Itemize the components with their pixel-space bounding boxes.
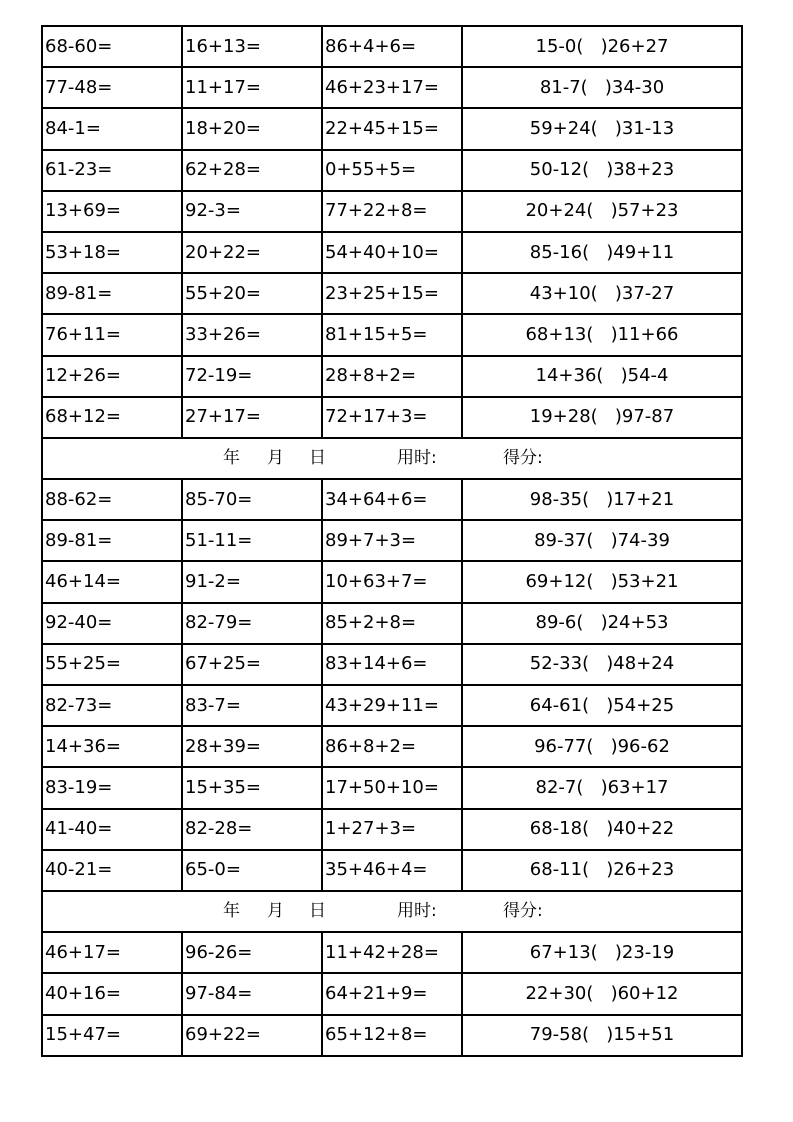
answer-blank[interactable] [589,159,606,180]
answer-blank[interactable] [583,777,600,798]
problem-cell: 15+47= [42,1015,182,1056]
problem-cell: 88-62= [42,479,182,520]
comparison-cell [462,67,742,108]
comparison-cell [462,232,742,273]
problem-cell: 11+17= [182,67,322,108]
answer-blank[interactable] [589,242,606,263]
problem-cell: 83+14+6= [322,644,462,685]
comparison-right: )96-62 [610,735,670,757]
comparison-left: 68+13( [525,323,594,345]
problem-cell: 89-81= [42,520,182,561]
comparison-right: )54+25 [606,694,675,716]
problem-cell: 68+12= [42,397,182,438]
answer-blank[interactable] [593,530,610,551]
problem-row [42,26,742,67]
problem-cell: 85+2+8= [322,603,462,644]
answer-blank[interactable] [589,1024,606,1045]
problem-cell: 18+20= [182,108,322,149]
answer-blank[interactable] [593,571,610,592]
problem-cell: 86+4+6= [322,26,462,67]
comparison-right: )53+21 [610,571,679,593]
problem-cell: 82-28= [182,809,322,850]
comparison-left: 15-0( [535,35,584,57]
comparison-cell [462,603,742,644]
comparison-left: 79-58( [529,1024,590,1046]
day-label: 日 [309,901,326,922]
problem-cell: 13+69= [42,191,182,232]
problem-cell: 35+46+4= [322,850,462,891]
problem-cell: 46+23+17= [322,67,462,108]
comparison-right: )17+21 [606,488,675,510]
problem-cell: 28+8+2= [322,356,462,397]
problem-cell: 76+11= [42,314,182,355]
comparison-left: 64-61( [529,694,590,716]
comparison-left: 85-16( [529,241,590,263]
problem-row [42,561,742,602]
problem-cell: 33+26= [182,314,322,355]
comparison-cell [462,973,742,1014]
problem-cell: 22+45+15= [322,108,462,149]
problem-cell: 72-19= [182,356,322,397]
comparison-left: 59+24( [529,117,598,139]
comparison-cell [462,685,742,726]
date-score-header-row [42,891,742,932]
comparison-left: 43+10( [529,282,598,304]
date-score-header-row [42,438,742,479]
answer-blank[interactable] [589,653,606,674]
answer-blank[interactable] [589,489,606,510]
problem-cell: 55+20= [182,273,322,314]
comparison-cell [462,273,742,314]
problem-cell: 65+12+8= [322,1015,462,1056]
answer-blank[interactable] [588,77,605,98]
comparison-right: )26+23 [606,859,675,881]
problem-row [42,685,742,726]
problem-cell: 46+14= [42,561,182,602]
problem-cell: 92-40= [42,603,182,644]
answer-blank[interactable] [583,612,600,633]
answer-blank[interactable] [593,983,610,1004]
month-label: 月 [267,901,284,922]
answer-blank[interactable] [589,695,606,716]
comparison-cell [462,26,742,67]
problem-cell: 82-73= [42,685,182,726]
problem-cell: 46+17= [42,932,182,973]
problem-cell: 82-79= [182,603,322,644]
comparison-left: 14+36( [535,365,604,387]
time-used-label: 用时: [397,447,437,468]
comparison-right: )24+53 [600,612,669,634]
problem-cell: 10+63+7= [322,561,462,602]
problem-cell: 11+42+28= [322,932,462,973]
problem-row [42,767,742,808]
answer-blank[interactable] [589,818,606,839]
problem-cell: 20+22= [182,232,322,273]
comparison-left: 19+28( [529,406,598,428]
answer-blank[interactable] [603,365,620,386]
problem-row [42,726,742,767]
problem-row [42,273,742,314]
comparison-right: )11+66 [610,323,679,345]
problem-row [42,67,742,108]
answer-blank[interactable] [598,283,615,304]
problem-cell: 67+25= [182,644,322,685]
comparison-cell [462,809,742,850]
problem-row [42,108,742,149]
answer-blank[interactable] [593,324,610,345]
comparison-left: 96-77( [534,735,594,757]
comparison-right: )34-30 [604,76,665,98]
problem-cell: 41-40= [42,809,182,850]
problem-cell: 16+13= [182,26,322,67]
problem-cell: 12+26= [42,356,182,397]
problem-cell: 85-70= [182,479,322,520]
problem-row [42,356,742,397]
problem-row [42,397,742,438]
date-score-header [42,438,742,479]
problem-cell: 0+55+5= [322,150,462,191]
comparison-cell [462,108,742,149]
year-label: 年 [223,901,240,922]
comparison-left: 89-37( [534,529,594,551]
problem-cell: 34+64+6= [322,479,462,520]
problem-cell: 86+8+2= [322,726,462,767]
problem-cell: 83-7= [182,685,322,726]
answer-blank[interactable] [589,859,606,880]
problem-cell: 72+17+3= [322,397,462,438]
problem-row [42,973,742,1014]
problem-cell: 68-60= [42,26,182,67]
problem-cell: 84-1= [42,108,182,149]
comparison-left: 50-12( [529,159,590,181]
problem-row [42,232,742,273]
comparison-right: )60+12 [610,982,679,1004]
problem-cell: 91-2= [182,561,322,602]
comparison-left: 67+13( [529,941,598,963]
answer-blank[interactable] [598,942,615,963]
comparison-left: 81-7( [539,76,588,98]
comparison-left: 98-35( [529,488,590,510]
problem-cell: 1+27+3= [322,809,462,850]
comparison-right: )37-27 [614,282,675,304]
comparison-right: )26+27 [600,35,669,57]
comparison-left: 52-33( [529,653,590,675]
problem-cell: 83-19= [42,767,182,808]
comparison-left: 68-11( [529,859,590,881]
comparison-cell [462,520,742,561]
problem-row [42,603,742,644]
answer-blank[interactable] [593,736,610,757]
problem-row [42,932,742,973]
comparison-left: 20+24( [525,200,594,222]
answer-blank[interactable] [598,406,615,427]
comparison-right: )48+24 [606,653,675,675]
comparison-cell [462,479,742,520]
comparison-cell [462,932,742,973]
problem-row [42,644,742,685]
month-label: 月 [267,447,284,468]
problem-cell: 81+15+5= [322,314,462,355]
comparison-cell [462,191,742,232]
comparison-right: )57+23 [610,200,679,222]
day-label: 日 [309,447,326,468]
comparison-cell [462,726,742,767]
comparison-cell [462,644,742,685]
score-label: 得分: [503,447,543,468]
comparison-right: )23-19 [614,941,675,963]
comparison-left: 89-6( [535,612,584,634]
comparison-right: )54-4 [620,365,669,387]
problem-cell: 64+21+9= [322,973,462,1014]
problem-cell: 77+22+8= [322,191,462,232]
comparison-right: )38+23 [606,159,675,181]
problem-cell: 96-26= [182,932,322,973]
comparison-left: 68-18( [529,818,590,840]
problem-row [42,520,742,561]
problem-cell: 40-21= [42,850,182,891]
problem-row [42,809,742,850]
problem-cell: 51-11= [182,520,322,561]
problem-cell: 77-48= [42,67,182,108]
problem-cell: 15+35= [182,767,322,808]
comparison-cell [462,767,742,808]
problem-cell: 28+39= [182,726,322,767]
problem-row [42,1015,742,1056]
answer-blank[interactable] [593,200,610,221]
worksheet-table [41,25,743,1057]
year-label: 年 [223,447,240,468]
problem-row [42,850,742,891]
comparison-cell [462,356,742,397]
problem-cell: 61-23= [42,150,182,191]
problem-cell: 55+25= [42,644,182,685]
problem-cell: 92-3= [182,191,322,232]
comparison-right: )74-39 [610,529,670,551]
comparison-cell [462,850,742,891]
comparison-cell [462,314,742,355]
problem-cell: 97-84= [182,973,322,1014]
answer-blank[interactable] [598,118,615,139]
comparison-cell [462,397,742,438]
comparison-right: )63+17 [600,776,669,798]
problem-cell: 65-0= [182,850,322,891]
problem-cell: 23+25+15= [322,273,462,314]
problem-cell: 62+28= [182,150,322,191]
comparison-left: 82-7( [535,776,584,798]
answer-blank[interactable] [583,36,600,57]
score-label: 得分: [503,901,543,922]
comparison-right: )40+22 [606,818,675,840]
problem-row [42,479,742,520]
problem-cell: 27+17= [182,397,322,438]
problem-row [42,314,742,355]
comparison-right: )15+51 [606,1024,675,1046]
problem-cell: 89+7+3= [322,520,462,561]
comparison-left: 22+30( [525,982,594,1004]
worksheet-body [42,26,742,1056]
comparison-cell [462,561,742,602]
problem-row [42,191,742,232]
comparison-cell [462,1015,742,1056]
comparison-cell [462,150,742,191]
problem-cell: 89-81= [42,273,182,314]
problem-cell: 69+22= [182,1015,322,1056]
problem-cell: 14+36= [42,726,182,767]
problem-row [42,150,742,191]
problem-cell: 43+29+11= [322,685,462,726]
problem-cell: 53+18= [42,232,182,273]
time-used-label: 用时: [397,901,437,922]
problem-cell: 40+16= [42,973,182,1014]
comparison-right: )97-87 [614,406,675,428]
date-score-header [42,891,742,932]
comparison-right: )31-13 [614,117,675,139]
problem-cell: 17+50+10= [322,767,462,808]
comparison-left: 69+12( [525,571,594,593]
problem-cell: 54+40+10= [322,232,462,273]
comparison-right: )49+11 [606,241,675,263]
